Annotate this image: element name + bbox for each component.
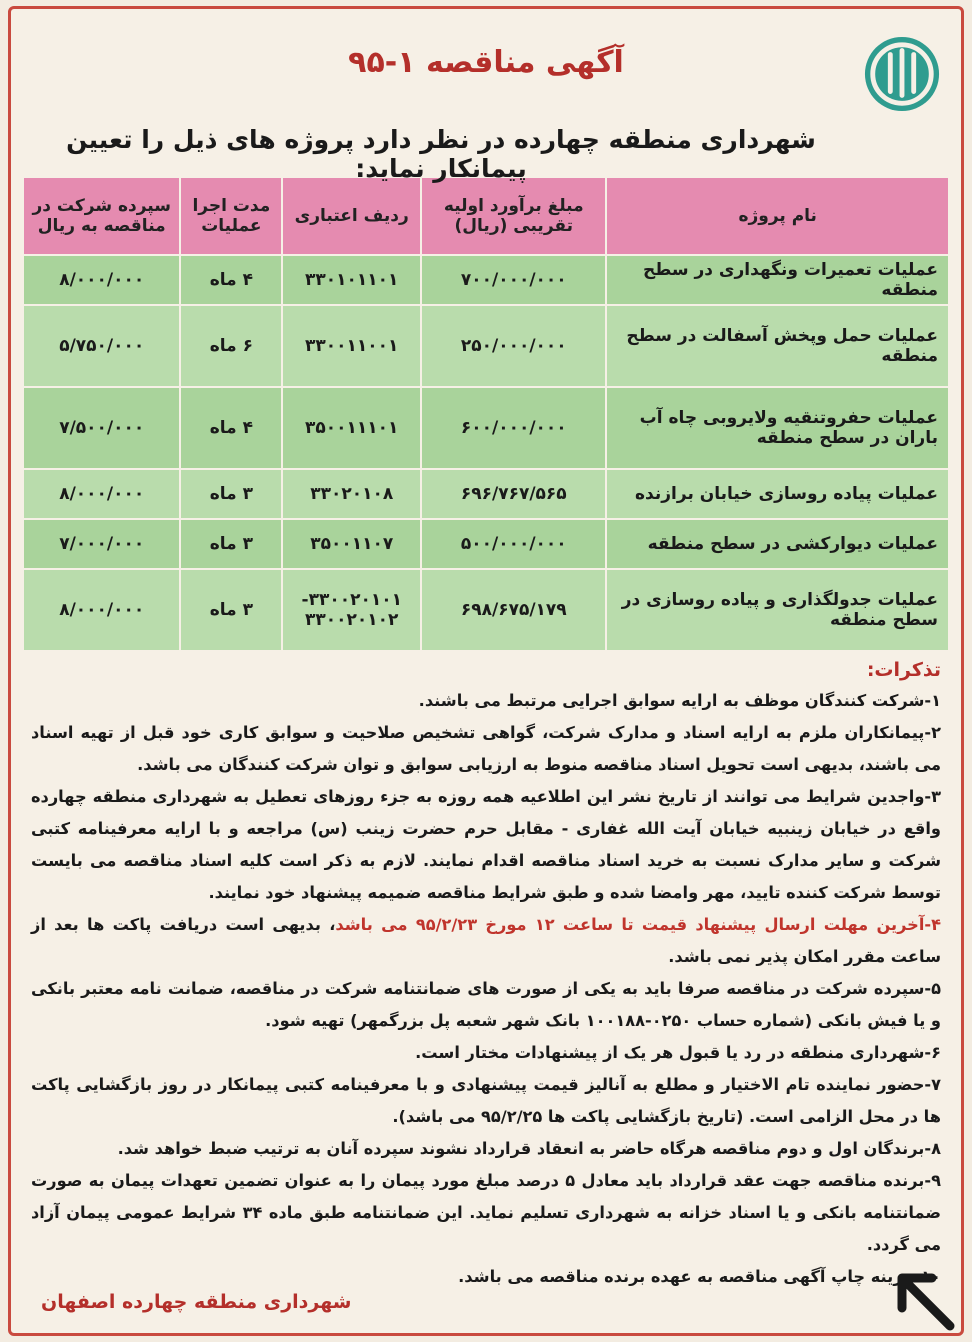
project-duration: ۴ ماه	[180, 387, 282, 469]
project-budget-line: ۳۳۰۱۰۱۱۰۱	[282, 255, 421, 305]
note-item: ۱۰-هزینه چاپ آگهی مناقصه به عهده برنده مناقصه می باشد.	[458, 1267, 941, 1286]
project-name: عملیات تعمیرات ونگهداری در سطح منطقه	[606, 255, 949, 305]
project-budget-line: ۳۳۰۰۲۰۱۰۱- ۳۳۰۰۲۰۱۰۲	[282, 569, 421, 651]
note-item: ۲-پیمانکاران ملزم به ارایه اسناد و مدارک شرکت، گواهی تشخیص صلاحیت و سوابق کاری خود قبل از تهیه اسناد می باشند، بدیهی است تحویل اسناد مناقصه منوط به ارزیابی سوابق و توان شرکت کنندگان می باشد.	[31, 723, 941, 774]
project-duration: ۴ ماه	[180, 255, 282, 305]
project-deposit: ۷/۰۰۰/۰۰۰	[23, 519, 180, 569]
header-duration: مدت اجرا عملیات	[180, 177, 282, 255]
project-name: عملیات پیاده روسازی خیابان برازنده	[606, 469, 949, 519]
note-item: ۳-واجدین شرایط می توانند از تاریخ نشر این اطلاعیه همه روزه به جزء روزهای تعطیل به شهرداری منطقه چهارده واقع در خیابان زینبیه خیابان آیت الله غفاری - مقابل حرم حضرت زینب (س) مراجعه و با ارایه معرفینامه کتبی شرکت و سایر مدارک نسبت به خرید اسناد مناقصه اقدام نمایند. لازم به ذکر است کلیه اسناد مناقصه می بایست توسط شرکت کننده تایید، مهر وامضا شده و طبق شرایط مناقصه ضمیمه پیشنهاد خود نمایند.	[31, 787, 941, 902]
note-item: ۶-شهرداری منطقه در رد یا قبول هر یک از پیشنهادات مختار است.	[415, 1043, 941, 1062]
note-item: ۱-شرکت کنندگان موظف به ارایه سوابق اجرایی مرتبط می باشند.	[418, 691, 941, 710]
note-item	[23, 909, 949, 973]
note-item: ۸-برندگان اول و دوم مناقصه هرگاه حاضر به انعقاد قرارداد نشوند سپرده آنان به ترتیب ضبط خواهد شد.	[117, 1139, 941, 1158]
header-project-name: نام پروژه	[606, 177, 949, 255]
header-estimate: مبلغ برآورد اولیه تقریبی (ریال)	[421, 177, 606, 255]
project-estimate: ۷۰۰/۰۰۰/۰۰۰	[421, 255, 606, 305]
project-name: عملیات جدولگذاری و پیاده روسازی در سطح منطقه	[606, 569, 949, 651]
notes-list	[23, 685, 949, 1293]
table-row	[23, 469, 949, 519]
project-deposit: ۸/۰۰۰/۰۰۰	[23, 569, 180, 651]
project-estimate: ۶۰۰/۰۰۰/۰۰۰	[421, 387, 606, 469]
projects-table	[23, 177, 949, 651]
page-title: آگهی مناقصه ۱-۹۵	[348, 45, 624, 80]
project-duration: ۳ ماه	[180, 519, 282, 569]
project-deposit: ۷/۵۰۰/۰۰۰	[23, 387, 180, 469]
project-budget-line: ۳۵۰۰۱۱۱۰۱	[282, 387, 421, 469]
table-row	[23, 519, 949, 569]
project-estimate: ۶۹۸/۶۷۵/۱۷۹	[421, 569, 606, 651]
project-deposit: ۸/۰۰۰/۰۰۰	[23, 255, 180, 305]
project-budget-line: ۳۵۰۰۱۱۰۷	[282, 519, 421, 569]
table-row	[23, 569, 949, 651]
header-deposit: سپرده شرکت در مناقصه به ریال	[23, 177, 180, 255]
note-item: ۹-برنده مناقصه جهت عقد قرارداد باید معادل ۵ درصد مبلغ مورد پیمان را به عنوان تضمین تعهدات پیمان به صورت ضمانتنامه بانکی و یا اسناد خزانه به شهرداری تسلیم نماید. این ضمانتنامه طبق ماده ۳۴ شرایط عمومی پیمان آزاد می گردد.	[31, 1171, 941, 1254]
project-estimate: ۵۰۰/۰۰۰/۰۰۰	[421, 519, 606, 569]
table-row	[23, 255, 949, 305]
page-subtitle: شهرداری منطقه چهارده در نظر دارد پروژه های ذیل را تعیین پیمانکار نماید:	[66, 125, 816, 183]
project-estimate: ۲۵۰/۰۰۰/۰۰۰	[421, 305, 606, 387]
project-deposit: ۵/۷۵۰/۰۰۰	[23, 305, 180, 387]
table-header-row	[23, 177, 949, 255]
note-text: ، بدیهی است دریافت پاکت ها بعد از ساعت مقرر امکان پذیر نمی باشد.	[31, 915, 941, 966]
project-name: عملیات حفروتنقیه ولایروبی چاه آب باران در سطح منطقه	[606, 387, 949, 469]
table-row	[23, 305, 949, 387]
note-item: ۵-سپرده شرکت در مناقصه صرفا باید به یکی از صورت های ضمانتنامه شرکت در مناقصه، ضمانت نامه معتبر بانکی و یا فیش بانکی (شماره حساب ۰۲۵۰-۱۰۰۱۸۸ بانک شهر شعبه پل بزرگمهر) تهیه شود.	[31, 979, 941, 1030]
project-estimate: ۶۹۶/۷۶۷/۵۶۵	[421, 469, 606, 519]
table-row	[23, 387, 949, 469]
arrow-corner-icon	[888, 1264, 958, 1334]
header-budget-line: ردیف اعتباری	[282, 177, 421, 255]
project-budget-line: ۳۳۰۰۱۱۰۰۱	[282, 305, 421, 387]
notes-heading: تذکرات:	[866, 659, 941, 681]
municipality-logo	[863, 35, 941, 113]
deadline-highlight: ۴-آخرین مهلت ارسال پیشنهاد قیمت تا ساعت ۱۲ مورخ ۹۵/۲/۲۳ می باشد	[335, 915, 942, 934]
project-name: عملیات دیوارکشی در سطح منطقه	[606, 519, 949, 569]
project-duration: ۶ ماه	[180, 305, 282, 387]
project-name: عملیات حمل وپخش آسفالت در سطح منطقه	[606, 305, 949, 387]
advertisement-frame	[8, 6, 964, 1336]
project-budget-line: ۳۳۰۲۰۱۰۸	[282, 469, 421, 519]
project-deposit: ۸/۰۰۰/۰۰۰	[23, 469, 180, 519]
signature: شهرداری منطقه چهارده اصفهان	[41, 1291, 352, 1313]
project-duration: ۳ ماه	[180, 469, 282, 519]
project-duration: ۳ ماه	[180, 569, 282, 651]
note-item: ۷-حضور نماینده تام الاختیار و مطلع به آنالیز قیمت پیشنهادی و با معرفینامه کتبی پیمانکار در روز بازگشایی پاکت ها در محل الزامی است. (تاریخ بازگشایی پاکت ها ۹۵/۲/۲۵ می باشد).	[31, 1075, 941, 1126]
